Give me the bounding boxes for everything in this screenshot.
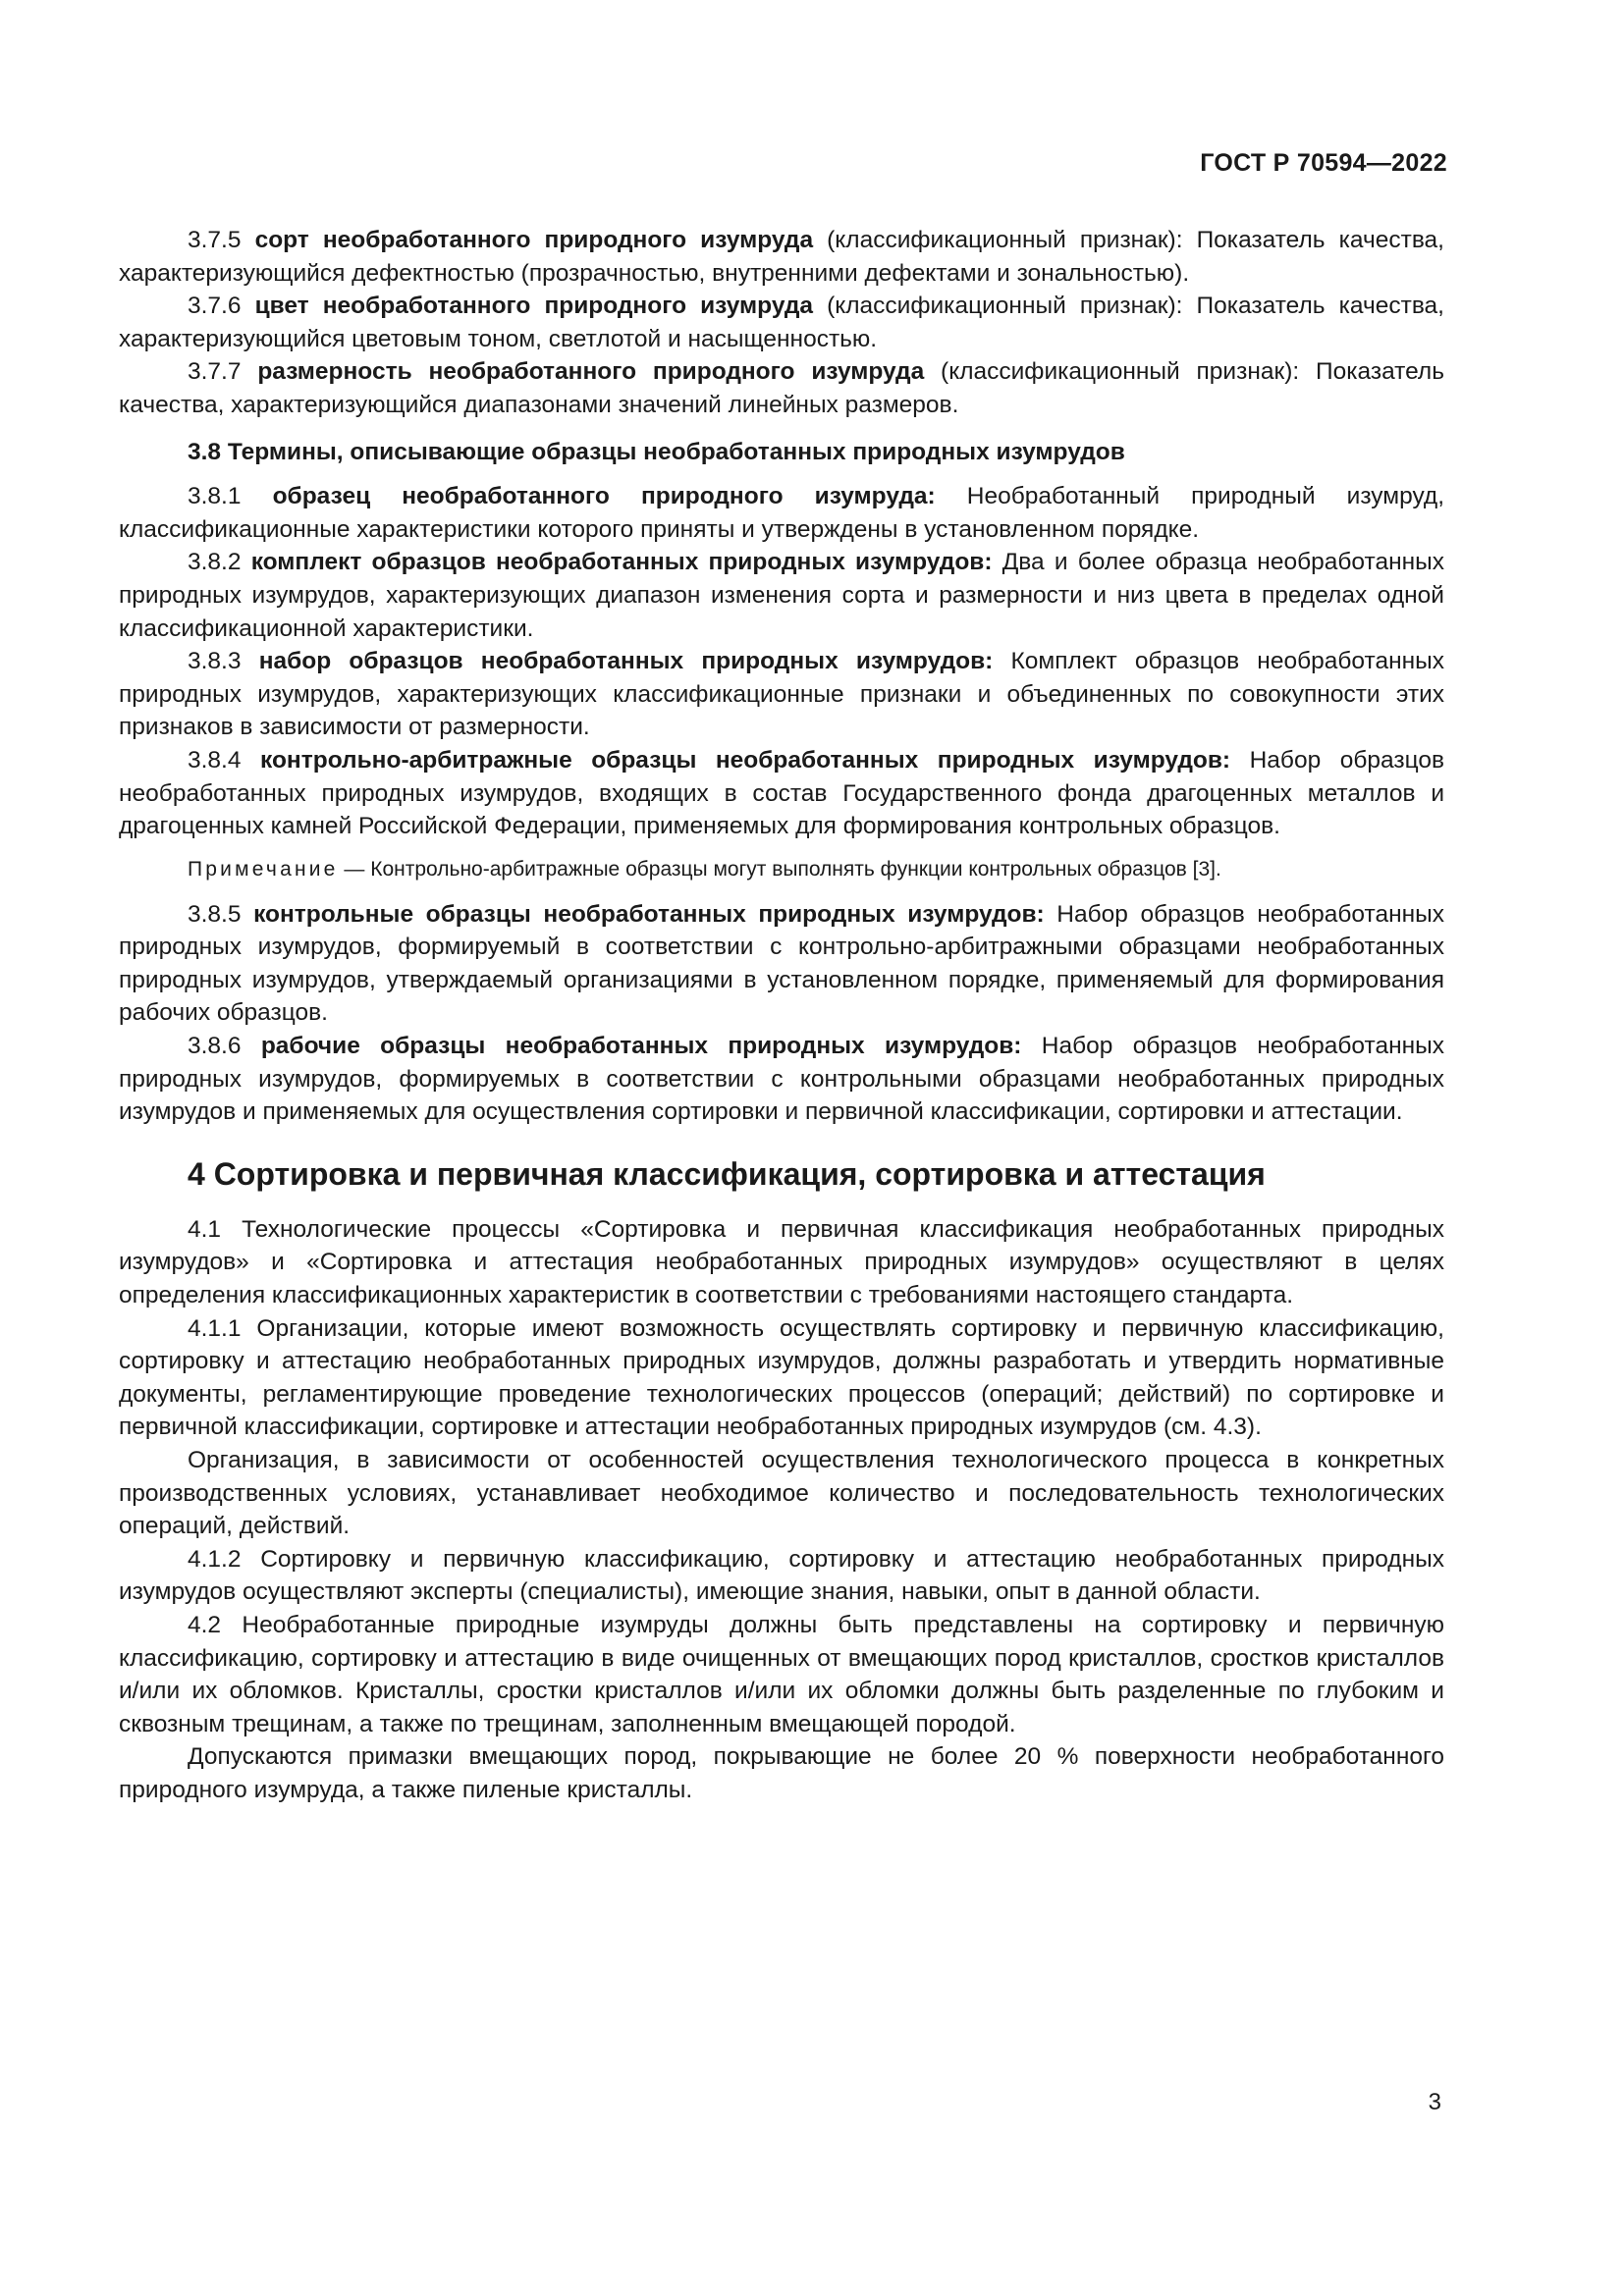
paragraph-4-2: 4.2 Необработанные природные изумруды должны быть представлены на сортировку и первичную классификацию, сортировку и аттестацию в виде очищенных от вмещающих пород кристаллов, сростков кристаллов и/или их обломков. Кристаллы, сростки кристаллов и/или их обломки должны быть разделенные по глубоким и сквозным трещинам, а также по трещинам, заполненным вмещающей породой. — [119, 1611, 1444, 1737]
term: цвет необработанного природного изумруда — [254, 293, 814, 320]
term: контрольно-арбитражные образцы необработанных природных изумрудов: — [260, 746, 1231, 774]
note-label: Примечание — [188, 857, 339, 881]
definition: Набор образцов необработанных природных изумрудов, формируемых в соответствии с контрольными образцами необработанных природных изумрудов и применяемых для осуществления сортировки и первичной классификации, сортировки и аттестации. — [119, 1033, 1445, 1126]
clause-number: 3.8.3 — [188, 648, 242, 675]
clause-number: 3.8.1 — [188, 483, 242, 510]
paragraph-3-8-6 — [119, 1030, 1444, 1129]
paragraph-3-7-5 — [119, 224, 1444, 290]
definition: Два и более образца необработанных природных изумрудов, характеризующих диапазон изменения сорта и размерности и низ цвета в пределах одной классификационной характеристики. — [119, 549, 1444, 642]
definition: (классификационный признак): Показатель качества, характеризующийся диапазонами значений линейных размеров. — [119, 358, 1444, 418]
definition: Набор образцов необработанных природных изумрудов, формируемый в соответствии с контрольно-арбитражными образцами необработанных природных изумрудов, утверждаемый организациями в установленном порядке, применяемый для формирования рабочих образцов. — [119, 900, 1445, 1027]
definition: (классификационный признак): Показатель качества, характеризующийся цветовым тоном, светлотой и насыщенностью. — [119, 293, 1444, 352]
clause-number: 3.8.5 — [188, 900, 242, 928]
section-heading-4: 4 Сортировка и первичная классификация, сортировка и аттестация — [188, 1155, 1266, 1192]
paragraph-3-7-7 — [119, 355, 1444, 421]
note-text: — Контрольно-арбитражные образцы могут выполнять функции контрольных образцов [3]. — [338, 857, 1221, 881]
term: набор образцов необработанных природных изумрудов: — [258, 648, 994, 675]
definition: (классификационный признак): Показатель качества, характеризующийся дефектностью (прозрачностью, внутренними дефектами и зональностью). — [119, 227, 1444, 287]
paragraph-3-8-2 — [119, 546, 1444, 645]
term: рабочие образцы необработанных природных изумрудов: — [260, 1033, 1022, 1060]
paragraph-3-8-3 — [119, 645, 1444, 744]
document-body — [119, 224, 1444, 1807]
clause-number: 3.8.4 — [188, 746, 242, 774]
paragraph-3-8-4 — [119, 744, 1444, 843]
clause-number: 3.7.6 — [188, 293, 242, 320]
definition: Необработанный природный изумруд, классификационные характеристики которого приняты и утверждены в установленном порядке. — [119, 483, 1444, 543]
clause-number: 3.8.6 — [188, 1033, 242, 1060]
clause-number: 3.8.2 — [188, 549, 242, 576]
term: образец необработанного природного изумруда: — [272, 483, 936, 510]
paragraph-3-8-1 — [119, 480, 1444, 546]
paragraph-3-7-6 — [119, 290, 1444, 355]
paragraph-4-1-2: 4.1.2 Сортировку и первичную классификацию, сортировку и аттестацию необработанных природных изумрудов осуществляют эксперты (специалисты), имеющие знания, навыки, опыт в данной области. — [119, 1545, 1444, 1606]
clause-number: 3.7.7 — [188, 358, 242, 386]
definition: Набор образцов необработанных природных изумрудов, входящих в состав Государственного фонда драгоценных металлов и драгоценных камней Российской Федерации, применяемых для формирования контрольных образцов. — [119, 746, 1445, 840]
clause-number: 3.7.5 — [188, 227, 242, 253]
paragraph-4-1: 4.1 Технологические процессы «Сортировка и первичная классификация необработанных природных изумрудов» и «Сортировка и аттестация необработанных природных изумрудов» осуществляют в целях определения классификационных характеристик в соответствии с требованиями настоящего стандарта. — [119, 1215, 1444, 1309]
definition: Комплект образцов необработанных природных изумрудов, характеризующих классификационные признаки и объединенных по совокупности этих признаков в зависимости от размерности. — [119, 648, 1444, 741]
paragraph-4-1-1: 4.1.1 Организации, которые имеют возможность осуществлять сортировку и первичную классификацию, сортировку и аттестацию необработанных природных изумрудов, должны разработать и утвердить нормативные документы, регламентирующие проведение технологических процессов (операций; действий) по сортировке и первичной классификации, сортировке и аттестации необработанных природных изумрудов (см. 4.3). — [119, 1314, 1444, 1441]
term: сорт необработанного природного изумруда — [254, 227, 814, 253]
paragraph-3-8-5 — [119, 898, 1444, 1030]
page-number: 3 — [1428, 2089, 1441, 2115]
term: размерность необработанного природного изумруда — [257, 358, 925, 386]
note — [119, 855, 1444, 884]
term: комплект образцов необработанных природных изумрудов: — [250, 549, 993, 576]
document-code-header: ГОСТ Р 70594—2022 — [1200, 149, 1447, 177]
paragraph-4-1-1-continued: Организация, в зависимости от особенностей осуществления технологического процесса в конкретных производственных условиях, устанавливает необходимое количество и последовательность технологических операций, действий. — [119, 1447, 1444, 1540]
term: контрольные образцы необработанных природных изумрудов: — [253, 900, 1045, 928]
paragraph-4-2-continued: Допускаются примазки вмещающих пород, покрывающие не более 20 % поверхности необработанного природного изумруда, а также пиленые кристаллы. — [119, 1743, 1444, 1803]
subsection-heading-3-8: 3.8 Термины, описывающие образцы необработанных природных изумрудов — [188, 438, 1125, 465]
